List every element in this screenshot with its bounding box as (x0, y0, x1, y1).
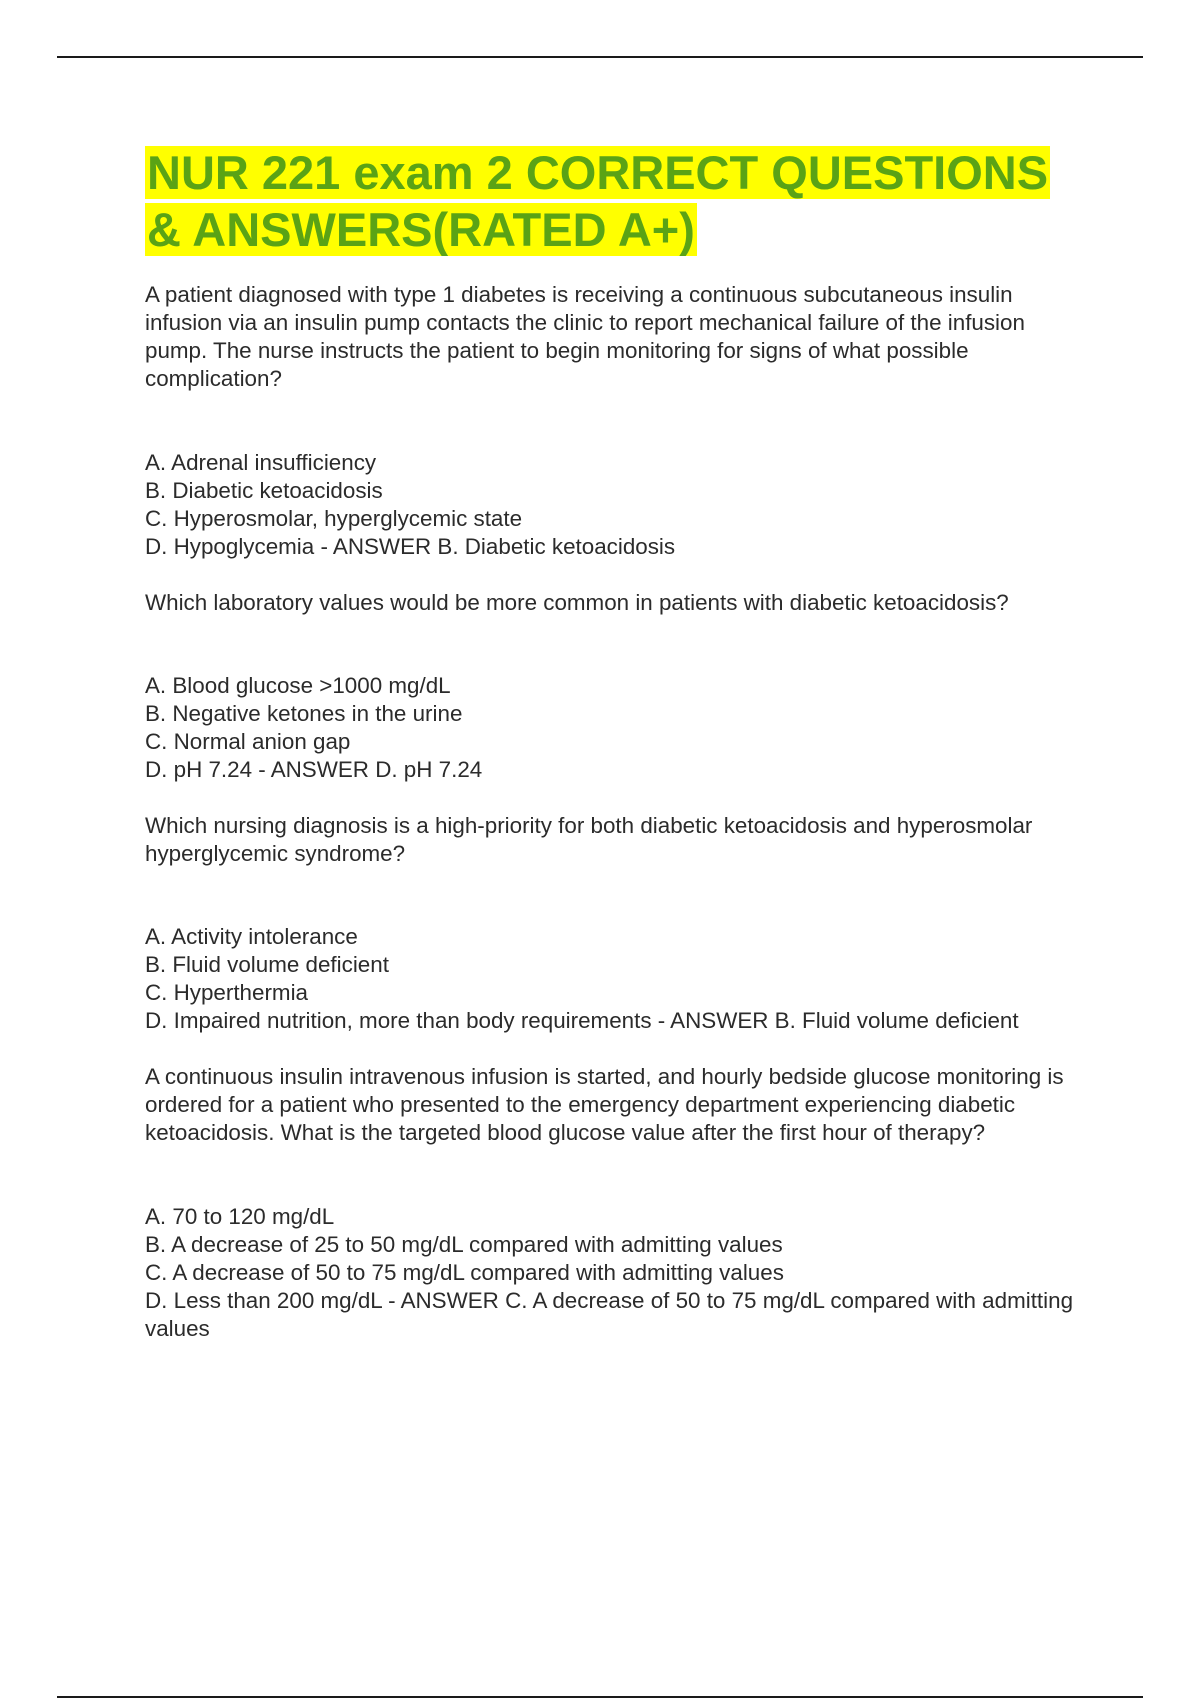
option-item: C. Normal anion gap (145, 729, 351, 754)
option-item: C. A decrease of 50 to 75 mg/dL compared with admitting values (145, 1260, 784, 1285)
question-block-3 (145, 812, 1090, 1035)
option-item: B. Diabetic ketoacidosis (145, 478, 383, 503)
option-item: D. Hypoglycemia - ANSWER B. Diabetic ketoacidosis (145, 534, 676, 559)
answer-options (145, 449, 1090, 561)
option-item: B. A decrease of 25 to 50 mg/dL compared with admitting values (145, 1232, 783, 1257)
option-item: B. Negative ketones in the urine (145, 701, 463, 726)
answer-options (145, 1203, 1090, 1343)
option-item: A. Activity intolerance (145, 924, 358, 949)
option-item: D. Less than 200 mg/dL - ANSWER C. A decrease of 50 to 75 mg/dL compared with admitting values (145, 1288, 1074, 1341)
option-item: C. Hyperosmolar, hyperglycemic state (145, 506, 523, 531)
answer-options (145, 672, 1090, 784)
option-item: C. Hyperthermia (145, 980, 308, 1005)
answer-options (145, 923, 1090, 1035)
footer-rule (57, 1696, 1143, 1698)
option-item: A. 70 to 120 mg/dL (145, 1204, 335, 1229)
document-title-text: NUR 221 exam 2 CORRECT QUESTIONS & ANSWERS(RATED A+) (147, 146, 1049, 256)
option-item: B. Fluid volume deficient (145, 952, 389, 977)
question-text: Which nursing diagnosis is a high-priority for both diabetic ketoacidosis and hyperosmolar hyperglycemic syndrome? (145, 813, 1033, 866)
option-item: D. pH 7.24 - ANSWER D. pH 7.24 (145, 757, 483, 782)
question-text: Which laboratory values would be more common in patients with diabetic ketoacidosis? (145, 590, 1009, 615)
option-item: D. Impaired nutrition, more than body requirements - ANSWER B. Fluid volume deficient (145, 1008, 1019, 1033)
question-block-2 (145, 589, 1090, 784)
header-rule (57, 56, 1143, 58)
question-block-1 (145, 281, 1090, 561)
question-text: A patient diagnosed with type 1 diabetes is receiving a continuous subcutaneous insulin infusion via an insulin pump contacts the clinic to report mechanical failure of the infusion pump. The nurse instructs the patient to begin monitoring for signs of what possible complication? (145, 282, 1025, 391)
question-text: A continuous insulin intravenous infusion is started, and hourly bedside glucose monitoring is ordered for a patient who presented to the emergency department experiencing diabetic ketoacidosis. What is the targeted blood glucose value after the first hour of therapy? (145, 1064, 1064, 1145)
question-block-4 (145, 1063, 1090, 1343)
document-body (145, 144, 1090, 1343)
document-title (145, 144, 1090, 258)
option-item: A. Adrenal insufficiency (145, 450, 377, 475)
option-item: A. Blood glucose >1000 mg/dL (145, 673, 451, 698)
